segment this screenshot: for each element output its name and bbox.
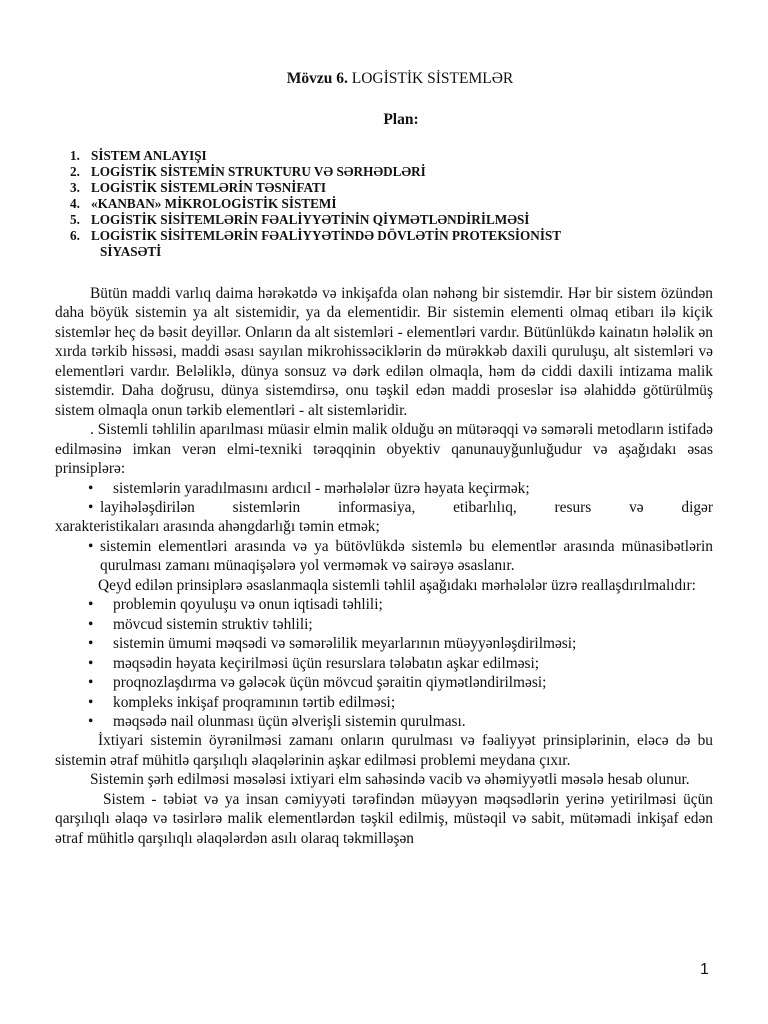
plan-item-number: 3.	[70, 180, 80, 195]
plan-item-text-continued: SİYASƏTİ	[100, 244, 162, 259]
title-text: LOGİSTİK SİSTEMLƏR	[351, 70, 514, 87]
paragraph-study: İxtiyari sistemin öyrənilməsi zamanı onların qurulması və fəaliyyət prinsiplərinin, eləcə də bu sistemin ətraf mühitlə qarşılıqlı əlaqələrinin aşkar edilməsi problemi meydana çıxır.	[55, 732, 713, 769]
bullet-text: sistemlərin yaradılmasını ardıcıl - mərhələlər üzrə həyata keçirmək;	[113, 479, 530, 497]
bullet-text: mövcud sistemin struktiv təhlili;	[113, 615, 313, 633]
stage-bullet	[55, 712, 713, 731]
plan-item-text: LOGİSTİK SİSTEMİN STRUKTURU VƏ SƏRHƏDLƏRİ	[91, 164, 426, 179]
plan-item	[70, 180, 690, 196]
plan-item-number: 5.	[70, 212, 80, 227]
page-number: 1	[700, 961, 709, 978]
bullet-icon: •	[88, 498, 94, 516]
bullet-text: problemin qoyuluşu və onun iqtisadi təhlili;	[113, 596, 383, 614]
plan-item-number: 1.	[70, 148, 80, 163]
paragraph-interpretation: Sistemin şərh edilməsi məsələsi ixtiyari elm sahəsində vacib və əhəmiyyətli məsələ hesab olunur.	[90, 771, 690, 789]
bullet-icon: •	[88, 615, 94, 633]
plan-item	[70, 212, 690, 228]
page-title	[0, 70, 768, 88]
bullet-text: sistemin ümumi məqsədi və səmərəlilik meyarlarının müəyyənləşdirilməsi;	[113, 635, 577, 653]
bullet-icon: •	[88, 537, 94, 555]
bullet-text: sistemin elementləri arasında və ya bütövlükdə sistemlə bu elementlər arasında münasibətlərin qurulması zamanı münaqişələrə yol verməmək və sairəyə əsaslanır.	[100, 537, 713, 575]
plan-item-number: 2.	[70, 164, 80, 179]
bullet-icon: •	[88, 479, 94, 497]
bullet-text-continued: xarakteristikaları arasında ahəngdarlığı təmin etmək;	[55, 518, 380, 536]
bullet-text: kompleks inkişaf proqramının tərtib edilməsi;	[113, 693, 396, 711]
document-body	[55, 284, 713, 848]
bullet-icon: •	[88, 596, 94, 614]
plan-item-text: SİSTEM ANLAYIŞI	[91, 148, 207, 163]
paragraph-systems-analysis: . Sistemli təhlilin aparılması müasir elmin malik olduğu ən mütərəqqi və səmərəli metodların istifadə edilməsinə imkan verən elmi-texniki tərəqqinin obyektiv qanunauyğunluğudur və aşağıdakı əsas prinsiplərə:	[55, 421, 713, 478]
plan-item	[70, 228, 690, 260]
bullet-icon: •	[88, 635, 94, 653]
stage-bullet	[55, 654, 713, 673]
bullet-text: məqsədə nail olunması üçün əlverişli sistemin qurulması.	[113, 712, 466, 730]
principle-bullet	[55, 537, 713, 576]
bullet-icon: •	[88, 674, 94, 692]
stage-bullet	[55, 634, 713, 653]
plan-item-text: «KANBAN» MİKROLOGİSTİK SİSTEMİ	[91, 196, 337, 211]
plan-list	[70, 148, 690, 260]
stage-bullet	[55, 673, 713, 692]
paragraph-stages: Qeyd edilən prinsiplərə əsaslanmaqla sistemli təhlil aşağıdakı mərhələlər üzrə reallaşdırılmalıdır:	[98, 576, 696, 594]
stage-bullet	[55, 693, 713, 712]
plan-item	[70, 196, 690, 212]
title-prefix: Mövzu 6.	[286, 70, 348, 87]
plan-item-number: 4.	[70, 196, 80, 211]
plan-item	[70, 164, 690, 180]
bullet-icon: •	[88, 712, 94, 730]
bullet-icon: •	[88, 693, 94, 711]
principle-bullet	[55, 479, 713, 498]
plan-item-text: LOGİSTİK SİSTEMLƏRİN TƏSNİFATI	[91, 180, 326, 195]
bullet-text: proqnozlaşdırma və gələcək üçün mövcud şəraitin qiymətləndirilməsi;	[113, 674, 547, 692]
bullet-icon: •	[88, 654, 94, 672]
bullet-text: məqsədin həyata keçirilməsi üçün resurslara tələbatın aşkar edilməsi;	[113, 654, 540, 672]
principle-bullet	[55, 498, 713, 537]
paragraph-definition: Sistem - təbiət və ya insan cəmiyyəti tərəfindən müəyyən məqsədlərin yerinə yetirilməsi üçün qarşılıqlı əlaqə və təsirlərə malik elementlərdən təşkil edilmiş, müstəqil və sabit, mütəmadi inkişaf edən ətraf mühitlə qarşılıqlı əlaqələrdən asılı olaraq təkmilləşən	[55, 790, 713, 847]
plan-item	[70, 148, 690, 164]
bullet-text: layihələşdirilən sistemlərin informasiya, etibarlılıq, resurs və digər	[100, 498, 713, 516]
paragraph-intro: Bütün maddi varlıq daima hərəkətdə və inkişafda olan nəhəng bir sistemdir. Hər bir sistem özündən daha böyük sistemin ya alt sistemidir, ya da elementidir. Bir sistemin elementi olmaq etibarı ilə kiçik sistemlər heç də bəsit deyillər. Onların da alt sistemləri - elementləri vardır. Bütünlükdə kainatın hələlik ən xırda tərkib hissəsi, maddi əsası sayılan mikrohissəciklərin də mürəkkəb daxili quruluşu, alt sistemləri və elementləri vardır. Beləliklə, dünya sonsuz və dərk edilən olmaqla, həm də ciddi daxili intizama malik sistemdir. Daha doğrusu, dünya sistemdirsə, onu təşkil edən maddi proseslər isə əlahiddə götürülmüş sistem olmaqla onun tərkib elementləri - alt sistemləridir.	[55, 285, 713, 419]
plan-item-number: 6.	[70, 228, 80, 243]
stage-bullet	[55, 615, 713, 634]
stage-bullet	[55, 595, 713, 614]
plan-item-text: LOGİSTİK SİSİTEMLƏRİN FƏALİYYƏTİNİN QİYMƏTLƏNDİRİLMƏSİ	[91, 212, 530, 227]
plan-heading: Plan:	[383, 111, 419, 128]
plan-item-text: LOGİSTİK SİSİTEMLƏRİN FƏALİYYƏTİNDƏ DÖVLƏTİN PROTEKSİONİST	[91, 228, 562, 243]
